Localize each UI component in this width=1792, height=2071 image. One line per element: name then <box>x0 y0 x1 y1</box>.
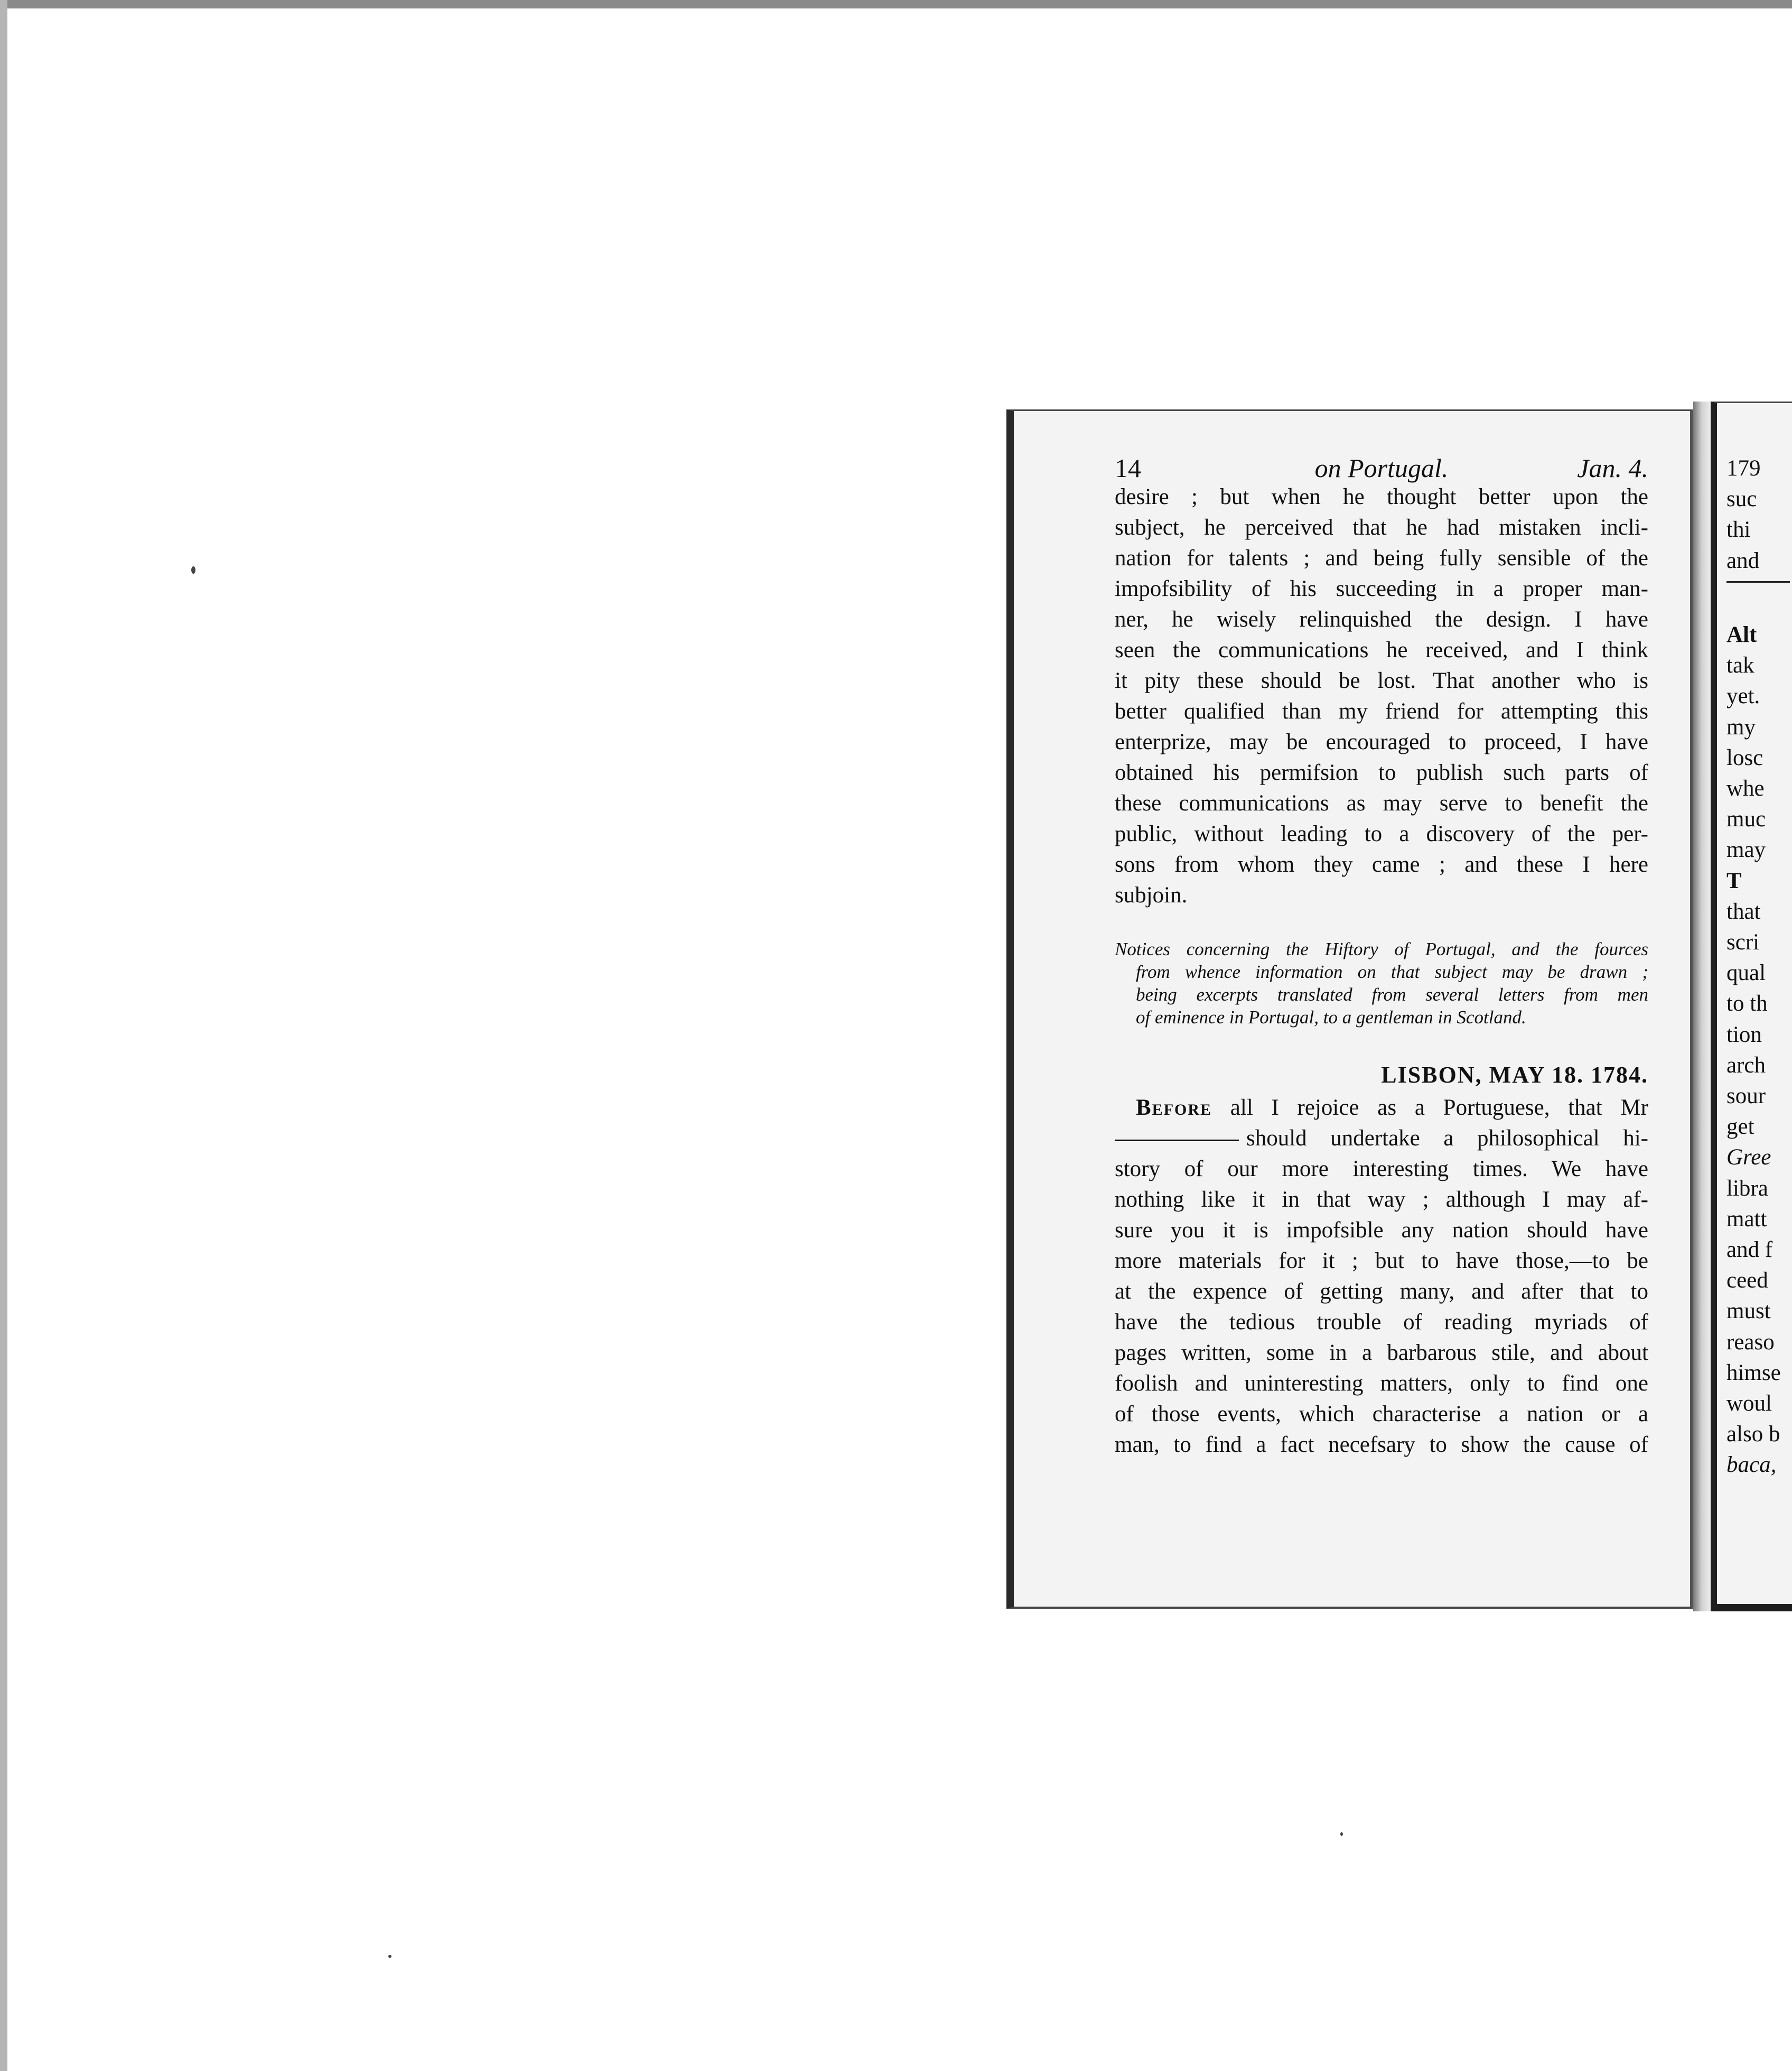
right-page-fragment: get <box>1726 1114 1754 1140</box>
right-page-fragment: sour <box>1726 1084 1766 1108</box>
right-page-fragment: thi <box>1726 517 1751 543</box>
text-line: pages written, some in a barbarous stile, and about <box>1115 1340 1648 1365</box>
text-line: man, to find a fact necefsary to show the cause of <box>1115 1432 1648 1457</box>
text-line: nothing like it in that way ; although I may af- <box>1115 1187 1648 1212</box>
right-page-fragment: 179 <box>1726 456 1761 481</box>
right-page-rule <box>1726 581 1790 583</box>
text-line: subject, he perceived that he had mistaken incli- <box>1115 515 1648 540</box>
text-line: better qualified than my friend for attempting this <box>1115 699 1648 724</box>
text-line: sons from whom they came ; and these I here <box>1115 852 1648 877</box>
right-page-fragment: my <box>1726 714 1756 740</box>
running-date: Jan. 4. <box>1577 453 1648 483</box>
section-notice <box>1115 938 1648 1029</box>
right-page-fragment: ceed <box>1726 1268 1768 1293</box>
right-page-fragment: yet. <box>1726 684 1760 709</box>
right-page-fragment: arch <box>1726 1052 1766 1078</box>
right-page-fragment: suc <box>1726 487 1757 512</box>
scan-speck <box>388 1955 391 1958</box>
text-line: public, without leading to a discovery of the per- <box>1115 822 1648 846</box>
right-page-fragment: whe <box>1726 776 1765 801</box>
notice-line: of eminence in Portugal, to a gentleman in Scotland. <box>1136 1007 1526 1028</box>
letter-dateline: LISBON, MAY 18. 1784. <box>1381 1062 1648 1088</box>
right-page-fragment: tion <box>1726 1022 1762 1047</box>
right-page-fragment: tak <box>1726 653 1754 678</box>
notice-line: being excerpts translated from several letters from men <box>1136 984 1648 1005</box>
notice-line: Notices concerning the Hiftory of Portugal, and the fources <box>1115 939 1648 959</box>
text-line: these communications as may serve to benefit the <box>1115 791 1648 816</box>
text-line: at the expence of getting many, and after that to <box>1115 1279 1648 1304</box>
page-number: 14 <box>1115 453 1141 483</box>
text-line: sure you it is impofsible any nation should have <box>1115 1218 1648 1243</box>
text-line: nation for talents ; and being fully sensible of the <box>1115 546 1648 571</box>
right-page-fragment: and f <box>1726 1237 1773 1262</box>
name-blank-rule <box>1115 1140 1239 1141</box>
text-line <box>1115 1093 1648 1123</box>
right-page-fragment: matt <box>1726 1206 1767 1232</box>
scan-edge-top <box>0 0 1792 8</box>
right-page-fragment: T <box>1726 868 1742 893</box>
right-page-fragment: libra <box>1726 1176 1768 1201</box>
right-page-fragment: Alt <box>1726 622 1757 647</box>
text-line: ner, he wisely relinquished the design. I have <box>1115 607 1648 632</box>
text-line: have the tedious trouble of reading myriads of <box>1115 1310 1648 1335</box>
text-line: more materials for it ; but to have those,—to be <box>1115 1248 1648 1273</box>
right-page-fragment: losc <box>1726 745 1763 770</box>
text-line: obtained his permifsion to publish such parts of <box>1115 760 1648 785</box>
paragraph-1 <box>1115 482 1648 911</box>
text-line: desire ; but when he thought better upon the <box>1115 484 1648 509</box>
right-page-fragment: and <box>1726 548 1760 573</box>
right-page-fragment: must <box>1726 1299 1771 1324</box>
right-page-fragment: reaso <box>1726 1329 1775 1355</box>
notice-line: from whence information on that subject may be drawn ; <box>1136 962 1648 982</box>
paragraph-2 <box>1115 1093 1648 1460</box>
right-page-fragment: also b <box>1726 1422 1780 1447</box>
text-line: story of our more interesting times. We have <box>1115 1156 1648 1181</box>
right-page-fragment: baca, <box>1726 1452 1777 1478</box>
right-page-fragment: woul <box>1726 1391 1772 1416</box>
text-line: of those events, which characterise a nation or a <box>1115 1402 1648 1426</box>
right-page-fragment: may <box>1726 837 1766 863</box>
running-head <box>1115 451 1648 485</box>
right-page-fragment: muc <box>1726 807 1766 832</box>
text-line: foolish and uninteresting matters, only to find one <box>1115 1371 1648 1396</box>
text-line: seen the communications he received, and I think <box>1115 638 1648 663</box>
scan-speck <box>1340 1832 1343 1836</box>
text-line <box>1115 1123 1648 1154</box>
right-page-fragment: to th <box>1726 991 1768 1016</box>
right-page-fragment: qual <box>1726 960 1766 986</box>
text-fragment: all I rejoice as a Portuguese, that Mr <box>1230 1095 1649 1120</box>
scan-edge-left <box>0 0 7 2071</box>
right-page-fragment: himse <box>1726 1360 1781 1385</box>
opening-word: Before <box>1136 1095 1212 1120</box>
right-page-fragment: that <box>1726 899 1761 924</box>
right-page-fragment: scri <box>1726 930 1760 955</box>
running-title: on Portugal. <box>1314 453 1449 483</box>
text-line: impofsibility of his succeeding in a proper man- <box>1115 576 1648 601</box>
text-fragment: should undertake a philosophical hi- <box>1246 1126 1648 1151</box>
text-line: subjoin. <box>1115 883 1188 908</box>
scan-speck <box>191 566 195 574</box>
text-line: enterprize, may be encouraged to proceed, I have <box>1115 730 1648 754</box>
right-page-fragment: Gree <box>1726 1145 1771 1170</box>
text-line: it pity these should be lost. That another who is <box>1115 668 1648 693</box>
